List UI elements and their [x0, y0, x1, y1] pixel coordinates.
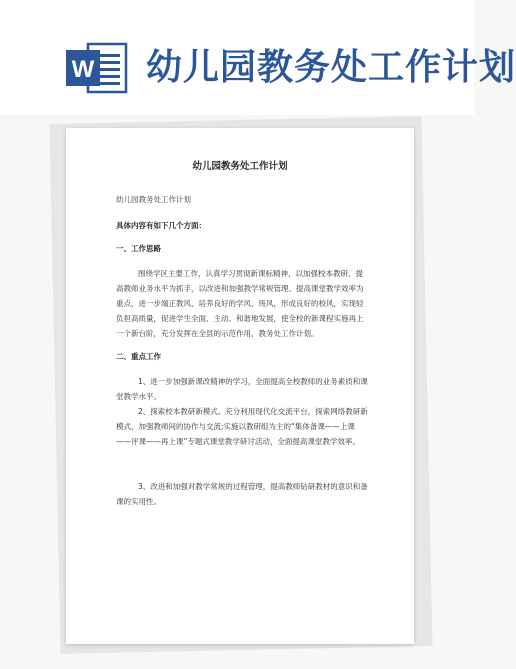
- document-title: 幼儿园教务处工作计划: [192, 161, 288, 172]
- document-subtitle: 幼儿园教务处工作计划: [116, 195, 191, 204]
- section-heading: 二、重点工作: [116, 352, 161, 361]
- word-document-icon: [66, 40, 128, 96]
- list-item: 2、探索校本教研新模式。充分利用现代化交流平台，探索网络教研新模式，加强教师间的协作与交流;实施以教研组为主的“集体备课——上课——评课——再上课”专题式课堂教学研讨活动，全面提高课堂教学效率。: [116, 407, 368, 446]
- section-paragraph: 围绕学区主要工作，认真学习贯彻新课标精神，以加强校本教研、提高教师业务水平为抓手，以改进和加强教学常规管理、提高课堂教学效率为重点，进一步端正教风、培养良好的学风、班风，形成良好的校风，实现轻负担高质量，促进学生全面、主动、和谐地发展，使全校的新课程实施再上一个新台阶，充分发挥在全县的示范作用，教务处工作计划。: [116, 269, 364, 338]
- section-heading: 一、工作思路: [116, 244, 161, 253]
- list-item: 3、改进和加强对教学常规的过程管理，提高教师钻研教材的意识和备课的实用性。: [116, 482, 368, 506]
- banner-title: 幼儿园教务处工作计划: [146, 47, 516, 88]
- document-page: [66, 128, 414, 644]
- list-item: 1、进一步加强新课改精神的学习，全面提高全校教师的业务素质和课堂教学水平。: [116, 377, 368, 401]
- intro-text: 具体内容有如下几个方面：: [116, 221, 206, 230]
- banner: [0, 0, 516, 115]
- logo-letter: W: [71, 56, 95, 83]
